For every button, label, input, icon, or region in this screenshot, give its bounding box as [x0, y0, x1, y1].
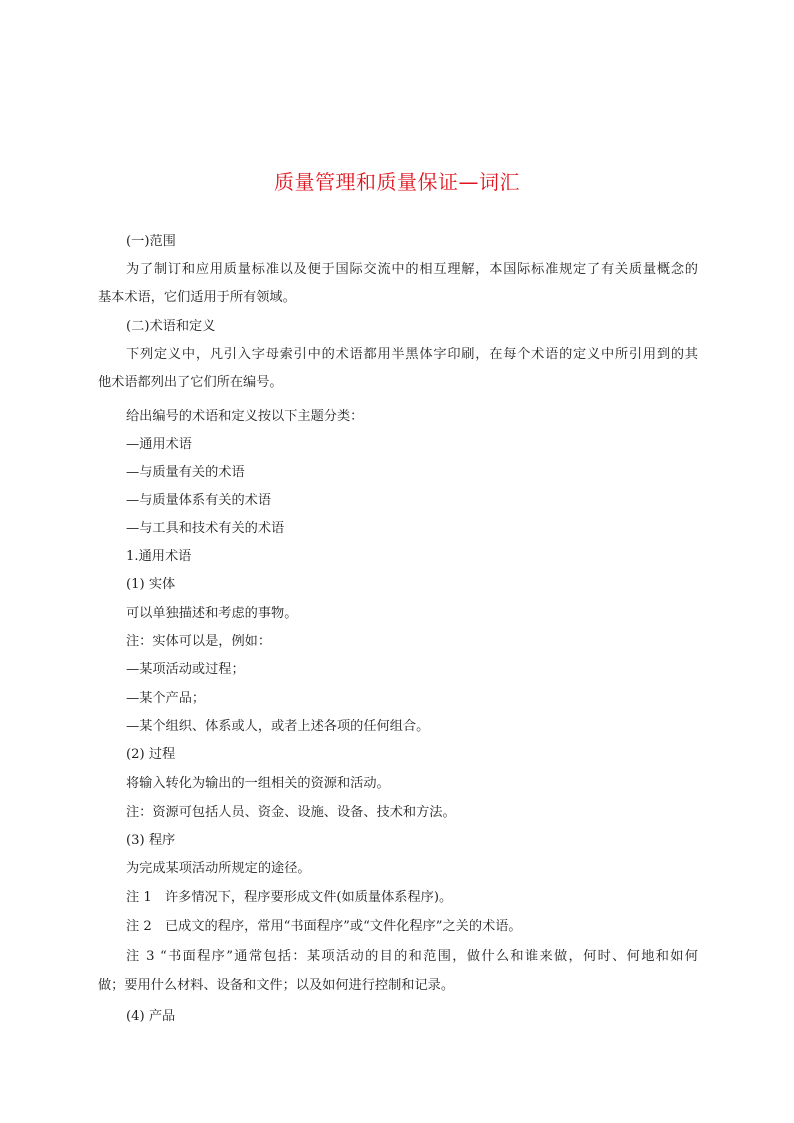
- text-line: 基本术语，它们适用于所有领域。: [98, 290, 296, 305]
- text-line: (1) 实体: [126, 577, 176, 592]
- text-line: —与质量有关的术语: [126, 465, 245, 480]
- text-line: 注 3 “书面程序”通常包括：某项活动的目的和范围，做什么和谁来做，何时、何地和如何: [126, 949, 698, 964]
- text-line: 他术语都列出了它们所在编号。: [98, 375, 283, 390]
- text-line: 1.通用术语: [126, 549, 192, 564]
- text-line: 下列定义中，凡引入字母索引中的术语都用半黑体字印刷，在每个术语的定义中所引用到的其: [126, 347, 698, 362]
- text-line: 为完成某项活动所规定的途径。: [126, 861, 311, 876]
- text-line: —某个产品；: [126, 691, 206, 706]
- text-line: 将输入转化为输出的一组相关的资源和活动。: [126, 776, 390, 791]
- text-line: —某项活动或过程；: [126, 662, 245, 677]
- text-line: —与工具和技术有关的术语: [126, 521, 285, 536]
- text-line: 做；要用什么材料、设备和文件；以及如何进行控制和记录。: [98, 978, 455, 993]
- text-line: (2) 过程: [126, 747, 176, 762]
- text-line: 给出编号的术语和定义按以下主题分类：: [126, 409, 364, 424]
- text-line: 注 2 已成文的程序，常用“书面程序”或“文件化程序”之关的术语。: [126, 919, 522, 934]
- text-line: 注：实体可以是，例如：: [126, 634, 272, 649]
- text-line: 可以单独描述和考虑的事物。: [126, 606, 298, 621]
- document-title: 质量管理和质量保证—词汇: [274, 170, 520, 194]
- text-line: —与质量体系有关的术语: [126, 493, 272, 508]
- text-line: (一)范围: [126, 234, 176, 249]
- text-line: 注：资源可包括人员、资金、设施、设备、技术和方法。: [126, 805, 456, 820]
- text-line: 注 1 许多情况下，程序要形成文件(如质量体系程序)。: [126, 890, 453, 905]
- text-line: (3) 程序: [126, 833, 176, 848]
- text-line: —某个组织、体系或人，或者上述各项的任何组合。: [126, 719, 430, 734]
- text-line: (4) 产品: [126, 1009, 176, 1024]
- text-line: 为了制订和应用质量标准以及便于国际交流中的相互理解，本国际标准规定了有关质量概念的: [126, 262, 698, 277]
- text-line: (二)术语和定义: [126, 319, 216, 334]
- text-line: —通用术语: [126, 437, 192, 452]
